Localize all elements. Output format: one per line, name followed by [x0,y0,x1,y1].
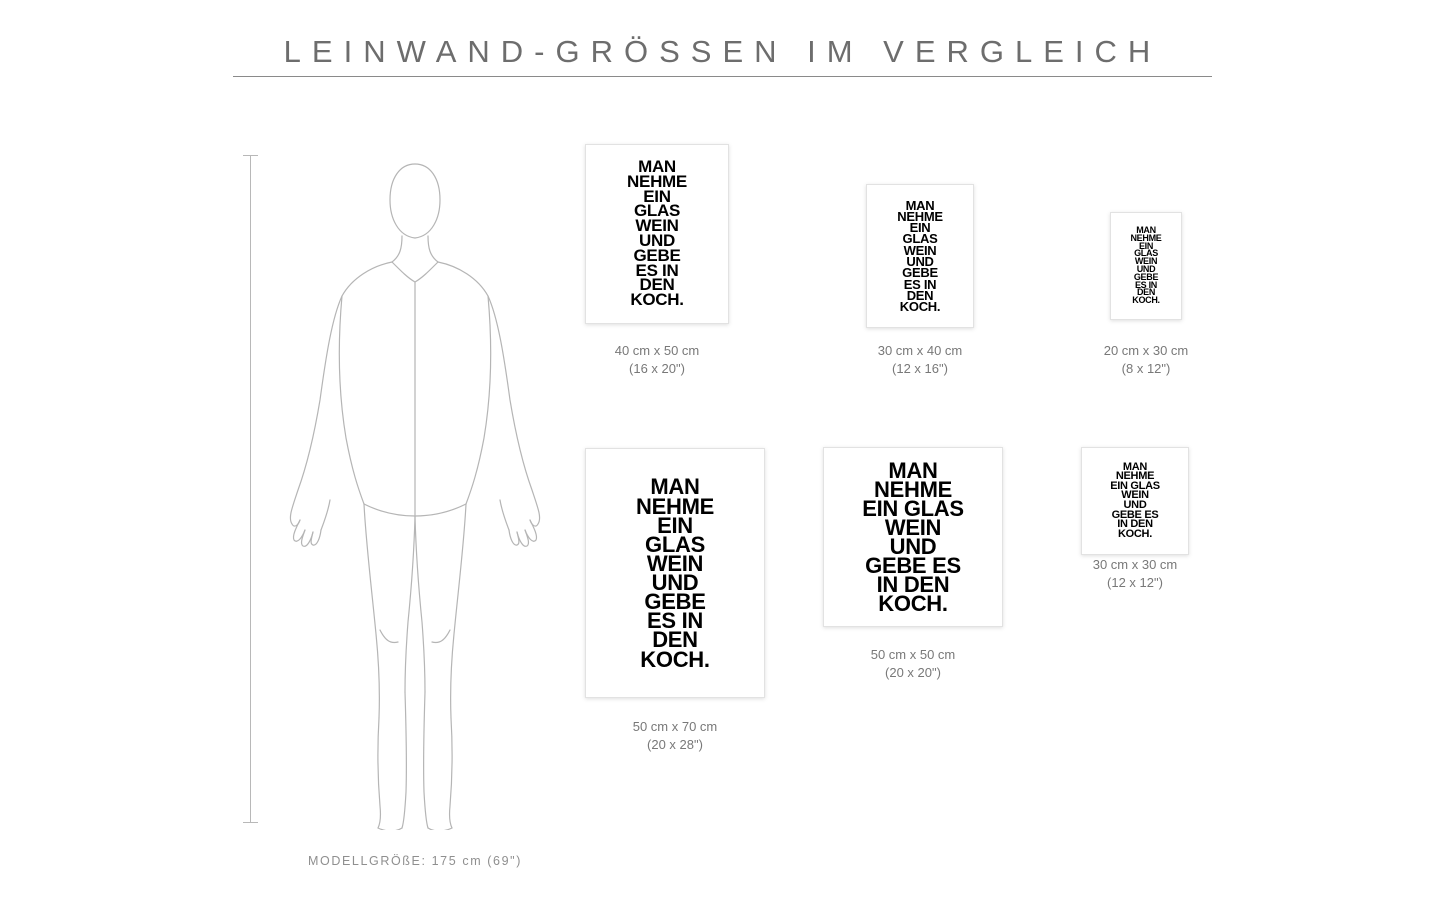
canvas-size-imperial: (8 x 12") [1121,360,1171,376]
art-line: MAN [905,197,935,213]
art-line: NEHME [897,208,943,224]
canvas-preview-30x40[interactable] [866,184,974,328]
canvas-size-metric: 50 cm x 70 cm [632,719,718,734]
height-scale-line [250,155,251,823]
art-line: UND [1136,264,1156,274]
art-line: EIN [657,512,693,538]
art-line: DEN [906,287,934,303]
art-line: WEIN [903,242,937,258]
art-line: DEN [639,275,675,295]
art-line: GLAS [633,201,681,221]
art-line: GEBE [902,265,938,281]
art-line: GEBE ES [865,553,961,579]
artwork-20x30 [1111,213,1181,319]
art-line: DEN [1136,287,1156,298]
art-line: KOCH. [1132,295,1160,306]
canvas-size-imperial: (16 x 20") [629,360,685,376]
height-scale-cap-top [243,155,258,156]
canvas-size-imperial: (12 x 12") [1107,574,1163,590]
art-line: IN DEN [876,572,950,598]
canvas-size-imperial: (20 x 20") [885,664,941,680]
height-scale-cap-bottom [243,822,258,823]
canvas-size-metric: 30 cm x 40 cm [877,343,963,358]
canvas-preview-40x50[interactable] [585,144,729,324]
art-line: MAN [1122,460,1148,473]
art-line: GEBE ES [1111,508,1159,521]
artwork-40x50 [586,145,728,323]
art-line: EIN GLAS [1110,479,1160,492]
art-line: DEN [652,627,698,653]
art-line: KOCH. [640,646,710,672]
art-line: WEIN [1121,489,1149,502]
art-line: UND [889,534,937,559]
art-line: EIN GLAS [862,495,964,521]
art-line: NEHME [1130,232,1162,243]
art-line: EIN [643,186,671,206]
art-line: EIN [909,220,931,236]
art-line: UND [639,231,675,250]
art-line: NEHME [636,493,714,519]
art-line: WEIN [635,216,679,236]
art-line: WEIN [646,550,704,576]
page-title: LEINWAND-GRÖSSEN IM VERGLEICH [283,34,1162,69]
artwork-50x50 [824,448,1002,626]
art-line: KOCH. [878,591,948,617]
canvas-caption-40x50 [525,342,789,377]
canvas-preview-50x70[interactable] [585,448,765,698]
art-line: ES IN [1134,279,1157,290]
model-size-caption: MODELLGRÖßE: 175 cm (69") [308,854,522,868]
art-line: EIN [1138,240,1154,251]
art-line: WEIN [1134,256,1158,267]
art-line: GEBE [633,245,681,265]
canvas-size-metric: 20 cm x 30 cm [1103,343,1189,358]
title-underline [233,76,1212,77]
art-line: ES IN [647,608,703,634]
canvas-preview-30x30[interactable] [1081,447,1189,555]
art-line: MAN [888,457,938,483]
artwork-30x40 [867,185,973,327]
art-line: NEHME [874,476,952,502]
canvas-preview-50x50[interactable] [823,447,1003,627]
art-line: NEHME [627,171,687,191]
art-line: KOCH. [899,299,941,315]
art-line: MAN [1136,224,1156,235]
art-line: WEIN [884,514,942,540]
canvas-caption-30x30 [1001,556,1269,591]
canvas-caption-20x30 [1012,342,1280,377]
model-figure [280,152,550,830]
art-line: ES IN [635,260,679,280]
art-line: UND [651,570,699,595]
artwork-50x70 [586,449,764,697]
canvas-size-imperial: (12 x 16") [892,360,948,376]
canvas-size-metric: 40 cm x 50 cm [614,343,700,358]
art-line: ES IN [903,276,937,292]
canvas-preview-20x30[interactable] [1110,212,1182,320]
canvas-size-imperial: (20 x 28") [647,736,703,752]
art-line: KOCH. [1118,527,1152,540]
art-line: GEBE [644,589,706,615]
art-line: UND [906,254,934,269]
art-line: MAN [650,474,700,500]
artwork-30x30 [1082,448,1188,554]
art-line: GEBE [1133,271,1159,282]
canvas-caption-50x70 [525,718,825,753]
art-line: UND [1123,499,1147,511]
canvas-size-metric: 50 cm x 50 cm [870,647,956,662]
art-line: GLAS [1134,248,1158,259]
art-line: GLAS [902,231,938,247]
art-line: KOCH. [630,290,684,310]
canvas-caption-50x50 [783,646,1043,681]
art-line: NEHME [1115,470,1155,483]
art-line: MAN [638,157,676,177]
art-line: IN DEN [1117,518,1153,531]
canvas-size-metric: 30 cm x 30 cm [1092,557,1178,572]
art-line: GLAS [645,531,705,557]
